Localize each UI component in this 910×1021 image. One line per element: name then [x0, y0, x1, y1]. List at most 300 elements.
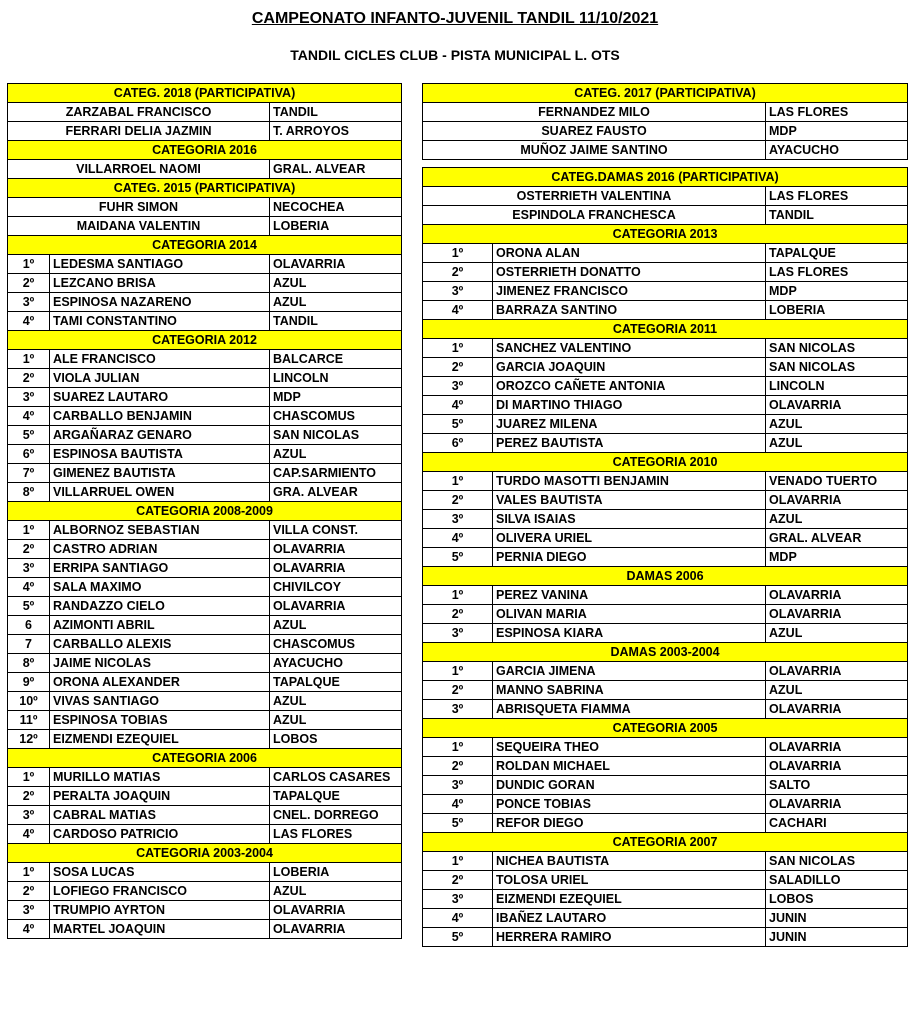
- result-position: 1º: [8, 521, 50, 540]
- result-position: 2º: [8, 787, 50, 806]
- category-title: CATEGORIA 2016: [8, 141, 402, 160]
- rider-club: OLAVARRIA: [766, 491, 908, 510]
- rider-club: MDP: [270, 388, 402, 407]
- result-position: 6: [8, 616, 50, 635]
- rider-name: JAIME NICOLAS: [50, 654, 270, 673]
- result-position: 4º: [423, 301, 493, 320]
- result-position: 2º: [8, 540, 50, 559]
- result-row: [8, 274, 402, 293]
- result-row: [8, 426, 402, 445]
- result-position: 4º: [423, 529, 493, 548]
- rider-club: LOBERIA: [270, 863, 402, 882]
- rider-club: AZUL: [766, 624, 908, 643]
- result-row: [423, 548, 908, 567]
- result-position: 1º: [8, 350, 50, 369]
- result-position: 4º: [8, 312, 50, 331]
- result-position: 4º: [423, 396, 493, 415]
- rider-name: MARTEL JOAQUIN: [50, 920, 270, 939]
- rider-name: PONCE TOBIAS: [493, 795, 766, 814]
- rider-name: ALBORNOZ SEBASTIAN: [50, 521, 270, 540]
- participant-row: [8, 160, 402, 179]
- rider-club: OLAVARRIA: [766, 586, 908, 605]
- result-position: 4º: [8, 578, 50, 597]
- rider-name: ROLDAN MICHAEL: [493, 757, 766, 776]
- rider-name: SUAREZ FAUSTO: [423, 122, 766, 141]
- rider-club: TANDIL: [270, 103, 402, 122]
- category-header: [8, 331, 402, 350]
- rider-club: AZUL: [766, 681, 908, 700]
- result-position: 1º: [8, 255, 50, 274]
- result-position: 4º: [8, 920, 50, 939]
- rider-name: ZARZABAL FRANCISCO: [8, 103, 270, 122]
- rider-club: OLAVARRIA: [766, 396, 908, 415]
- rider-club: LAS FLORES: [766, 187, 908, 206]
- rider-name: GIMENEZ BAUTISTA: [50, 464, 270, 483]
- rider-name: TURDO MASOTTI BENJAMIN: [493, 472, 766, 491]
- right-results-table: [422, 83, 908, 947]
- result-row: [423, 529, 908, 548]
- category-header: [423, 320, 908, 339]
- result-row: [8, 483, 402, 502]
- rider-club: LOBERIA: [766, 301, 908, 320]
- category-title: CATEGORIA 2008-2009: [8, 502, 402, 521]
- result-row: [8, 597, 402, 616]
- rider-name: ORONA ALAN: [493, 244, 766, 263]
- result-position: 8º: [8, 654, 50, 673]
- rider-name: SILVA ISAIAS: [493, 510, 766, 529]
- rider-name: REFOR DIEGO: [493, 814, 766, 833]
- rider-club: SALADILLO: [766, 871, 908, 890]
- result-row: [8, 559, 402, 578]
- rider-club: LOBERIA: [270, 217, 402, 236]
- rider-name: CARDOSO PATRICIO: [50, 825, 270, 844]
- category-title: CATEGORIA 2011: [423, 320, 908, 339]
- rider-name: JUAREZ MILENA: [493, 415, 766, 434]
- rider-club: AZUL: [270, 293, 402, 312]
- result-row: [8, 654, 402, 673]
- rider-name: GARCIA JIMENA: [493, 662, 766, 681]
- rider-club: TANDIL: [270, 312, 402, 331]
- result-position: 3º: [423, 624, 493, 643]
- rider-name: OROZCO CAÑETE ANTONIA: [493, 377, 766, 396]
- rider-club: OLAVARRIA: [766, 605, 908, 624]
- rider-name: CARBALLO ALEXIS: [50, 635, 270, 654]
- result-position: 3º: [8, 806, 50, 825]
- rider-club: CHASCOMUS: [270, 635, 402, 654]
- rider-club: AZUL: [270, 274, 402, 293]
- result-row: [8, 369, 402, 388]
- rider-name: FUHR SIMON: [8, 198, 270, 217]
- category-title: CATEGORIA 2005: [423, 719, 908, 738]
- result-position: 1º: [423, 662, 493, 681]
- rider-club: CAP.SARMIENTO: [270, 464, 402, 483]
- result-row: [423, 586, 908, 605]
- rider-club: OLAVARRIA: [270, 540, 402, 559]
- result-row: [8, 863, 402, 882]
- rider-name: SANCHEZ VALENTINO: [493, 339, 766, 358]
- result-row: [423, 510, 908, 529]
- left-results-table: [7, 83, 402, 939]
- category-header: [423, 168, 908, 187]
- result-row: [8, 806, 402, 825]
- rider-name: EIZMENDI EZEQUIEL: [50, 730, 270, 749]
- rider-name: LEZCANO BRISA: [50, 274, 270, 293]
- rider-club: CHIVILCOY: [270, 578, 402, 597]
- rider-name: OSTERRIETH DONATTO: [493, 263, 766, 282]
- rider-name: ESPINDOLA FRANCHESCA: [423, 206, 766, 225]
- rider-name: VALES BAUTISTA: [493, 491, 766, 510]
- rider-name: FERRARI DELIA JAZMIN: [8, 122, 270, 141]
- result-row: [423, 244, 908, 263]
- rider-club: AZUL: [766, 510, 908, 529]
- rider-club: OLAVARRIA: [766, 700, 908, 719]
- category-header: [8, 844, 402, 863]
- result-position: 3º: [423, 776, 493, 795]
- rider-club: T. ARROYOS: [270, 122, 402, 141]
- rider-club: AZUL: [270, 616, 402, 635]
- rider-name: ESPINOSA NAZARENO: [50, 293, 270, 312]
- result-row: [423, 776, 908, 795]
- result-position: 6º: [423, 434, 493, 453]
- rider-club: AZUL: [270, 711, 402, 730]
- rider-club: OLAVARRIA: [270, 920, 402, 939]
- result-position: 4º: [423, 909, 493, 928]
- rider-club: CHASCOMUS: [270, 407, 402, 426]
- rider-name: OLIVERA URIEL: [493, 529, 766, 548]
- rider-name: NICHEA BAUTISTA: [493, 852, 766, 871]
- result-row: [423, 358, 908, 377]
- rider-name: JIMENEZ FRANCISCO: [493, 282, 766, 301]
- rider-name: DUNDIC GORAN: [493, 776, 766, 795]
- participant-row: [8, 122, 402, 141]
- rider-name: ORONA ALEXANDER: [50, 673, 270, 692]
- rider-name: VILLARROEL NAOMI: [8, 160, 270, 179]
- result-row: [8, 464, 402, 483]
- rider-club: AZUL: [270, 445, 402, 464]
- rider-name: VIOLA JULIAN: [50, 369, 270, 388]
- result-row: [423, 339, 908, 358]
- result-row: [8, 673, 402, 692]
- result-row: [8, 255, 402, 274]
- result-position: 2º: [423, 871, 493, 890]
- rider-name: LEDESMA SANTIAGO: [50, 255, 270, 274]
- result-position: 4º: [8, 407, 50, 426]
- category-title: CATEGORIA 2014: [8, 236, 402, 255]
- result-row: [423, 928, 908, 947]
- rider-club: VILLA CONST.: [270, 521, 402, 540]
- result-position: 3º: [423, 510, 493, 529]
- rider-club: CNEL. DORREGO: [270, 806, 402, 825]
- rider-club: TAPALQUE: [270, 673, 402, 692]
- result-row: [423, 605, 908, 624]
- category-title: DAMAS 2006: [423, 567, 908, 586]
- rider-name: TOLOSA URIEL: [493, 871, 766, 890]
- result-row: [423, 472, 908, 491]
- result-row: [8, 521, 402, 540]
- rider-name: TAMI CONSTANTINO: [50, 312, 270, 331]
- rider-name: MUÑOZ JAIME SANTINO: [423, 141, 766, 160]
- category-title: CATEGORIA 2003-2004: [8, 844, 402, 863]
- rider-club: OLAVARRIA: [270, 559, 402, 578]
- result-position: 1º: [423, 586, 493, 605]
- result-position: 5º: [423, 548, 493, 567]
- rider-club: OLAVARRIA: [270, 255, 402, 274]
- result-position: 12º: [8, 730, 50, 749]
- rider-club: AZUL: [270, 692, 402, 711]
- left-results-column: [7, 83, 401, 939]
- result-row: [8, 445, 402, 464]
- rider-name: ESPINOSA BAUTISTA: [50, 445, 270, 464]
- rider-club: TAPALQUE: [766, 244, 908, 263]
- result-row: [423, 700, 908, 719]
- rider-club: NECOCHEA: [270, 198, 402, 217]
- rider-name: TRUMPIO AYRTON: [50, 901, 270, 920]
- rider-club: TAPALQUE: [270, 787, 402, 806]
- rider-name: HERRERA RAMIRO: [493, 928, 766, 947]
- result-position: 3º: [423, 700, 493, 719]
- rider-club: CACHARI: [766, 814, 908, 833]
- result-position: 2º: [8, 882, 50, 901]
- category-title: CATEG. 2018 (PARTICIPATIVA): [8, 84, 402, 103]
- category-header: [423, 225, 908, 244]
- rider-club: AZUL: [766, 415, 908, 434]
- rider-name: IBAÑEZ LAUTARO: [493, 909, 766, 928]
- spacer-row: [423, 160, 908, 168]
- rider-club: LAS FLORES: [766, 103, 908, 122]
- result-position: 3º: [8, 559, 50, 578]
- result-position: 4º: [423, 795, 493, 814]
- rider-club: LOBOS: [270, 730, 402, 749]
- rider-name: EIZMENDI EZEQUIEL: [493, 890, 766, 909]
- rider-club: GRAL. ALVEAR: [766, 529, 908, 548]
- rider-name: SOSA LUCAS: [50, 863, 270, 882]
- participant-row: [423, 103, 908, 122]
- rider-club: LOBOS: [766, 890, 908, 909]
- category-header: [423, 833, 908, 852]
- rider-name: VILLARRUEL OWEN: [50, 483, 270, 502]
- right-results-column: [422, 83, 878, 947]
- result-row: [8, 616, 402, 635]
- result-row: [8, 825, 402, 844]
- rider-name: AZIMONTI ABRIL: [50, 616, 270, 635]
- result-row: [423, 396, 908, 415]
- rider-name: SUAREZ LAUTARO: [50, 388, 270, 407]
- rider-name: ESPINOSA KIARA: [493, 624, 766, 643]
- rider-name: LOFIEGO FRANCISCO: [50, 882, 270, 901]
- rider-name: MAIDANA VALENTIN: [8, 217, 270, 236]
- result-position: 10º: [8, 692, 50, 711]
- result-row: [8, 350, 402, 369]
- result-row: [423, 909, 908, 928]
- rider-club: AYACUCHO: [270, 654, 402, 673]
- participant-row: [423, 187, 908, 206]
- category-header: [8, 236, 402, 255]
- result-position: 1º: [8, 863, 50, 882]
- category-title: CATEGORIA 2006: [8, 749, 402, 768]
- result-row: [8, 312, 402, 331]
- rider-name: MANNO SABRINA: [493, 681, 766, 700]
- participant-row: [8, 198, 402, 217]
- result-position: 3º: [8, 293, 50, 312]
- result-position: 3º: [423, 282, 493, 301]
- rider-name: DI MARTINO THIAGO: [493, 396, 766, 415]
- result-position: 1º: [423, 472, 493, 491]
- rider-club: AZUL: [766, 434, 908, 453]
- rider-name: OLIVAN MARIA: [493, 605, 766, 624]
- rider-club: LAS FLORES: [270, 825, 402, 844]
- rider-club: AYACUCHO: [766, 141, 908, 160]
- result-row: [8, 692, 402, 711]
- rider-name: ERRIPA SANTIAGO: [50, 559, 270, 578]
- result-position: 2º: [423, 491, 493, 510]
- result-row: [8, 407, 402, 426]
- category-header: [8, 502, 402, 521]
- result-row: [8, 920, 402, 939]
- category-title: CATEG. 2017 (PARTICIPATIVA): [423, 84, 908, 103]
- result-row: [8, 768, 402, 787]
- rider-club: MDP: [766, 282, 908, 301]
- participant-row: [423, 141, 908, 160]
- rider-club: JUNIN: [766, 909, 908, 928]
- participant-row: [8, 103, 402, 122]
- category-title: CATEG.DAMAS 2016 (PARTICIPATIVA): [423, 168, 908, 187]
- rider-club: OLAVARRIA: [766, 795, 908, 814]
- rider-club: OLAVARRIA: [270, 901, 402, 920]
- rider-club: BALCARCE: [270, 350, 402, 369]
- result-row: [423, 890, 908, 909]
- result-position: 2º: [423, 757, 493, 776]
- rider-club: SAN NICOLAS: [270, 426, 402, 445]
- spacer-cell: [423, 160, 908, 168]
- rider-name: ESPINOSA TOBIAS: [50, 711, 270, 730]
- result-row: [423, 301, 908, 320]
- result-row: [423, 415, 908, 434]
- rider-name: PERNIA DIEGO: [493, 548, 766, 567]
- result-position: 3º: [423, 890, 493, 909]
- rider-club: GRAL. ALVEAR: [270, 160, 402, 179]
- rider-club: LINCOLN: [766, 377, 908, 396]
- result-row: [8, 882, 402, 901]
- result-row: [423, 852, 908, 871]
- rider-club: CARLOS CASARES: [270, 768, 402, 787]
- category-title: DAMAS 2003-2004: [423, 643, 908, 662]
- result-position: 2º: [423, 605, 493, 624]
- rider-club: AZUL: [270, 882, 402, 901]
- rider-name: GARCIA JOAQUIN: [493, 358, 766, 377]
- rider-club: VENADO TUERTO: [766, 472, 908, 491]
- category-header: [8, 749, 402, 768]
- result-row: [423, 624, 908, 643]
- result-row: [423, 814, 908, 833]
- result-row: [423, 757, 908, 776]
- result-position: 2º: [8, 369, 50, 388]
- rider-name: ARGAÑARAZ GENARO: [50, 426, 270, 445]
- rider-club: SAN NICOLAS: [766, 852, 908, 871]
- rider-club: OLAVARRIA: [766, 738, 908, 757]
- rider-club: SAN NICOLAS: [766, 339, 908, 358]
- rider-club: MDP: [766, 548, 908, 567]
- rider-name: ALE FRANCISCO: [50, 350, 270, 369]
- rider-name: SALA MAXIMO: [50, 578, 270, 597]
- result-position: 5º: [8, 597, 50, 616]
- rider-club: JUNIN: [766, 928, 908, 947]
- participant-row: [423, 206, 908, 225]
- rider-name: PEREZ BAUTISTA: [493, 434, 766, 453]
- rider-club: OLAVARRIA: [766, 757, 908, 776]
- result-row: [8, 787, 402, 806]
- category-header: [423, 719, 908, 738]
- rider-club: GRA. ALVEAR: [270, 483, 402, 502]
- rider-name: ABRISQUETA FIAMMA: [493, 700, 766, 719]
- rider-club: TANDIL: [766, 206, 908, 225]
- rider-club: SALTO: [766, 776, 908, 795]
- rider-name: CARBALLO BENJAMIN: [50, 407, 270, 426]
- category-header: [423, 567, 908, 586]
- result-position: 8º: [8, 483, 50, 502]
- rider-club: LAS FLORES: [766, 263, 908, 282]
- result-position: 9º: [8, 673, 50, 692]
- result-position: 6º: [8, 445, 50, 464]
- result-row: [8, 388, 402, 407]
- result-row: [423, 738, 908, 757]
- rider-name: CASTRO ADRIAN: [50, 540, 270, 559]
- result-position: 11º: [8, 711, 50, 730]
- rider-club: SAN NICOLAS: [766, 358, 908, 377]
- result-row: [423, 871, 908, 890]
- rider-club: LINCOLN: [270, 369, 402, 388]
- category-title: CATEGORIA 2010: [423, 453, 908, 472]
- result-position: 1º: [423, 852, 493, 871]
- category-title: CATEG. 2015 (PARTICIPATIVA): [8, 179, 402, 198]
- category-header: [8, 179, 402, 198]
- result-row: [423, 662, 908, 681]
- result-position: 7º: [8, 464, 50, 483]
- result-row: [8, 711, 402, 730]
- participant-row: [8, 217, 402, 236]
- result-position: 2º: [423, 263, 493, 282]
- page-title: CAMPEONATO INFANTO-JUVENIL TANDIL 11/10/2021: [251, 10, 659, 27]
- result-row: [423, 681, 908, 700]
- rider-name: FERNANDEZ MILO: [423, 103, 766, 122]
- rider-name: BARRAZA SANTINO: [493, 301, 766, 320]
- result-position: 1º: [8, 768, 50, 787]
- rider-name: OSTERRIETH VALENTINA: [423, 187, 766, 206]
- result-position: 2º: [8, 274, 50, 293]
- result-position: 5º: [423, 928, 493, 947]
- result-position: 3º: [8, 901, 50, 920]
- result-position: 7: [8, 635, 50, 654]
- rider-name: SEQUEIRA THEO: [493, 738, 766, 757]
- result-row: [423, 434, 908, 453]
- result-row: [423, 491, 908, 510]
- category-header: [8, 84, 402, 103]
- rider-name: PERALTA JOAQUIN: [50, 787, 270, 806]
- result-row: [8, 901, 402, 920]
- result-position: 2º: [423, 358, 493, 377]
- rider-name: MURILLO MATIAS: [50, 768, 270, 787]
- result-position: 1º: [423, 244, 493, 263]
- result-position: 1º: [423, 339, 493, 358]
- rider-name: RANDAZZO CIELO: [50, 597, 270, 616]
- category-header: [423, 643, 908, 662]
- rider-name: PEREZ VANINA: [493, 586, 766, 605]
- category-header: [8, 141, 402, 160]
- rider-club: MDP: [766, 122, 908, 141]
- result-position: 2º: [423, 681, 493, 700]
- result-row: [8, 540, 402, 559]
- result-position: 5º: [8, 426, 50, 445]
- result-position: 5º: [423, 814, 493, 833]
